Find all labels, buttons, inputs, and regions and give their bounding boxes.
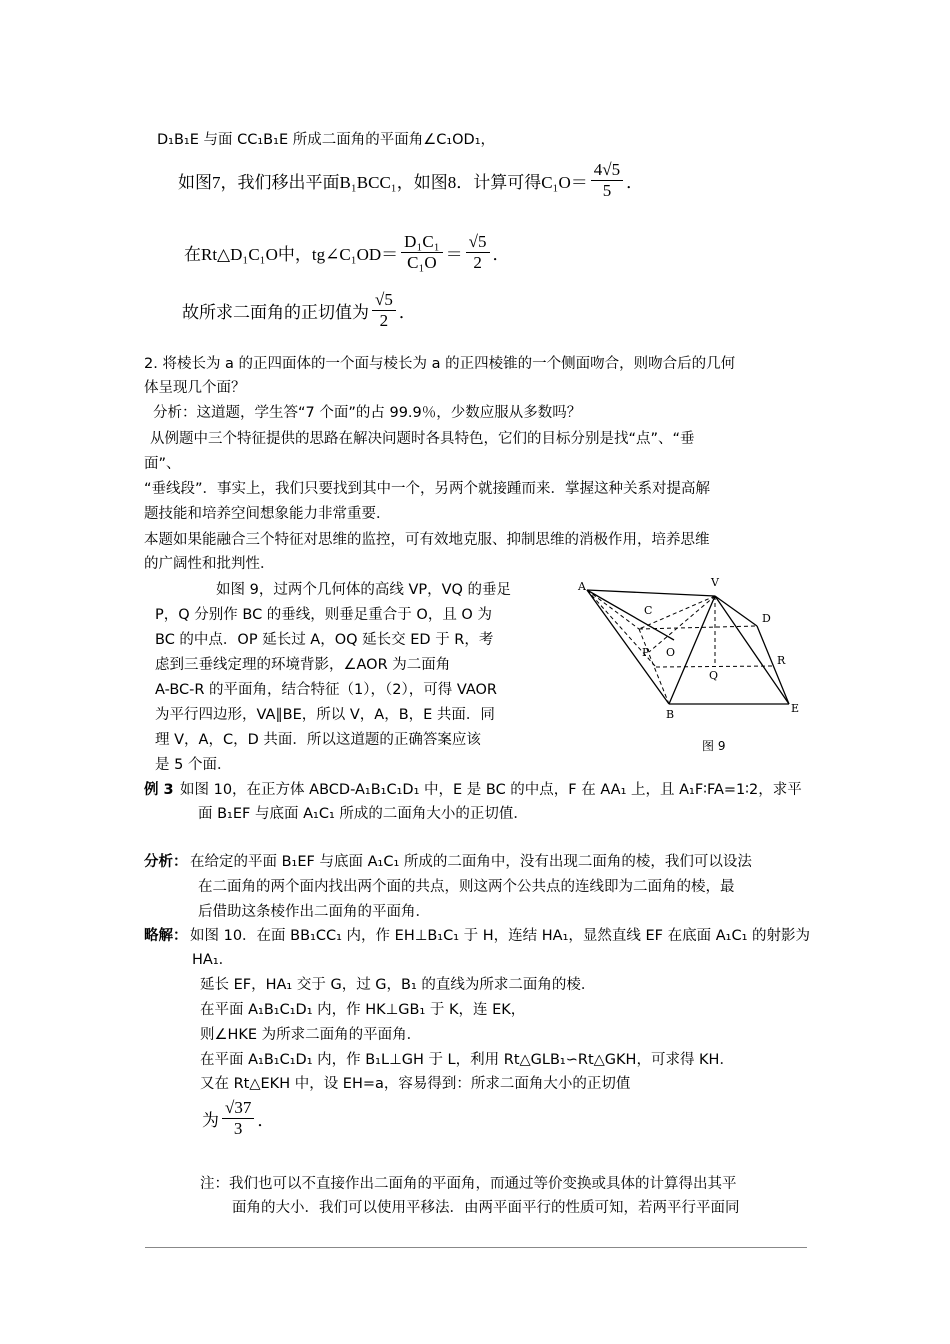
para-5-line-a: “垂线段”．事实上，我们只要找到其中一个，另两个就接踵而来．掌握这种关系对提高解 [144, 481, 711, 497]
label-P: P [642, 646, 650, 659]
hidden-OR [656, 666, 774, 667]
figure-text-3: BC 的中点．OP 延长过 A，OQ 延长交 ED 于 R，考 [155, 632, 494, 648]
result-prefix: 为 [202, 1111, 219, 1130]
fraction [372, 290, 396, 331]
solution-line-6: 在平面 A₁B₁C₁D₁ 内，作 B₁L⊥GH 于 L，利用 Rt△GLB₁∽Rt△GKH，可求得 KH． [200, 1052, 734, 1068]
para-3: 分析：这道题，学生答“7 个面”的占 99.9％，少数应服从多数吗？ [153, 405, 582, 421]
figure-caption: 图 9 [702, 739, 726, 753]
analysis-line-1: 在给定的平面 B₁EF 与底面 A₁C₁ 所成的二面角中，没有出现二面角的棱，我们可以设法 [190, 854, 752, 870]
solution-result [202, 1098, 274, 1139]
solution-line-3: 延长 EF，HA₁ 交于 G，过 G，B₁ 的直线为所求二面角的棱． [200, 977, 596, 993]
hidden-AC [587, 590, 639, 629]
figure-text-7: 理 V，A，C，D 共面．所以这道题的正确答案应该 [155, 732, 481, 748]
solution-line-2: HA₁． [192, 952, 234, 968]
denominator: C₁O [407, 253, 437, 272]
equals-sign: ＝ [445, 245, 463, 264]
footer-divider [145, 1247, 807, 1248]
solution-label: 略解： [144, 928, 188, 944]
fraction [222, 1098, 254, 1139]
figure-text-2: P，Q 分别作 BC 的垂线，则垂足重合于 O，且 O 为 [155, 607, 492, 623]
label-B: B [666, 708, 675, 721]
label-A: A [578, 580, 586, 593]
numerator: √5 [466, 232, 490, 253]
period: ． [492, 245, 510, 264]
figure-text-4: 虑到三垂线定理的环境背影，∠AOR 为二面角 [155, 657, 451, 673]
label-Q: Q [709, 669, 719, 682]
edge-A-to-VC [587, 590, 674, 640]
numerator: D₁C₁ [401, 232, 442, 253]
formula-line-4 [182, 290, 416, 331]
fraction [591, 160, 623, 201]
label-C: C [644, 604, 653, 617]
para-4-line-a: 从例题中三个特征提供的思路在解决问题时各具特色，它们的目标分别是找“点”、“垂 [150, 431, 695, 447]
denominator: 2 [473, 253, 482, 272]
label-O: O [666, 646, 676, 659]
fraction [401, 232, 442, 273]
label-D: D [762, 612, 771, 625]
denominator: 3 [233, 1119, 243, 1138]
para-5-line-b: 题技能和培养空间想象能力非常重要． [144, 506, 391, 522]
figure-text-1: 如图 9，过两个几何体的高线 VP，VQ 的垂足 [216, 582, 512, 598]
figure-text-8: 是 5 个面． [155, 757, 232, 773]
fraction [466, 232, 490, 273]
label-R: R [777, 654, 786, 667]
hidden-CD [639, 626, 757, 629]
formula-text: 在Rt△D₁C₁O中，tg∠C₁OD＝ [184, 245, 399, 264]
edge-VD [715, 596, 757, 626]
formula-line-2 [178, 160, 643, 201]
period: ． [257, 1111, 275, 1130]
formula-text: 故所求二面角的正切值为 [182, 303, 369, 322]
edge-VB [669, 596, 715, 704]
analysis-label: 分析： [144, 854, 188, 870]
figure-text-6: 为平行四边形，VA∥BE，所以 V，A，B，E 共面．同 [155, 707, 495, 723]
analysis-line-3: 后借助这条棱作出二面角的平面角． [198, 904, 430, 920]
solution-line-4: 在平面 A₁B₁C₁D₁ 内，作 HK⊥GB₁ 于 K，连 EK， [200, 1002, 526, 1018]
line-1: D₁B₁E 与面 CC₁B₁E 所成二面角的平面角∠C₁OD₁， [157, 132, 496, 148]
para-6-line-b: 的广阔性和批判性． [144, 556, 275, 572]
example-3-label: 例 3 [144, 782, 174, 798]
label-V: V [711, 576, 719, 589]
formula-line-3 [184, 232, 510, 273]
numerator: 4√5 [591, 160, 623, 181]
figure-text-5: A-BC-R 的平面角，结合特征（1），（2），可得 VAOR [155, 682, 498, 698]
hidden-VP [649, 596, 715, 652]
note-line-2: 面角的大小．我们可以使用平移法．由两平面平行的性质可知，若两平行平面同 [232, 1200, 740, 1216]
figure-9-diagram [574, 572, 814, 757]
example-3-line-a: 如图 10，在正方体 ABCD-A₁B₁C₁D₁ 中，E 是 BC 的中点，F 在 AA₁ 上，且 A₁F∶FA=1∶2，求平 [180, 782, 802, 798]
edge-AB [587, 590, 669, 704]
solution-line-5: 则∠HKE 为所求二面角的平面角． [200, 1027, 422, 1043]
edge-AV-front [587, 590, 715, 596]
period: ． [626, 173, 644, 192]
example-3-line-b: 面 B₁EF 与底面 A₁C₁ 所成的二面角大小的正切值． [198, 806, 528, 822]
numerator: √5 [372, 290, 396, 311]
para-2-line-a: 2. 将棱长为 a 的正四面体的一个面与棱长为 a 的正四棱锥的一个侧面吻合，则吻合后的几何 [144, 356, 736, 372]
note-line-1: 注：我们也可以不直接作出二面角的平面角，而通过等价变换或具体的计算得出其平 [200, 1176, 737, 1192]
formula-text: 如图7，我们移出平面B₁BCC₁，如图8．计算可得C₁O＝ [178, 173, 588, 192]
numerator: √37 [222, 1098, 254, 1119]
label-E: E [791, 702, 800, 715]
period: ． [398, 303, 416, 322]
para-6-line-a: 本题如果能融合三个特征对思维的监控，可有效地克服、抑制思维的消极作用，培养思维 [144, 532, 710, 548]
denominator: 2 [379, 311, 389, 330]
solution-line-7: 又在 Rt△EKH 中，设 EH=a，容易得到：所求二面角大小的正切值 [200, 1076, 631, 1092]
denominator: 5 [602, 181, 612, 200]
para-2-line-b: 体呈现几个面？ [144, 380, 246, 396]
para-4-line-b: 面”、 [144, 456, 181, 472]
solution-line-1: 如图 10．在面 BB₁CC₁ 内，作 EH⊥B₁C₁ 于 H，连结 HA₁，显然直线 EF 在底面 A₁C₁ 的射影为 [190, 928, 811, 944]
analysis-line-2: 在二面角的两个面内找出两个面的共点，则这两个公共点的连线即为二面角的棱，最 [198, 879, 735, 895]
edge-VE [715, 596, 789, 704]
